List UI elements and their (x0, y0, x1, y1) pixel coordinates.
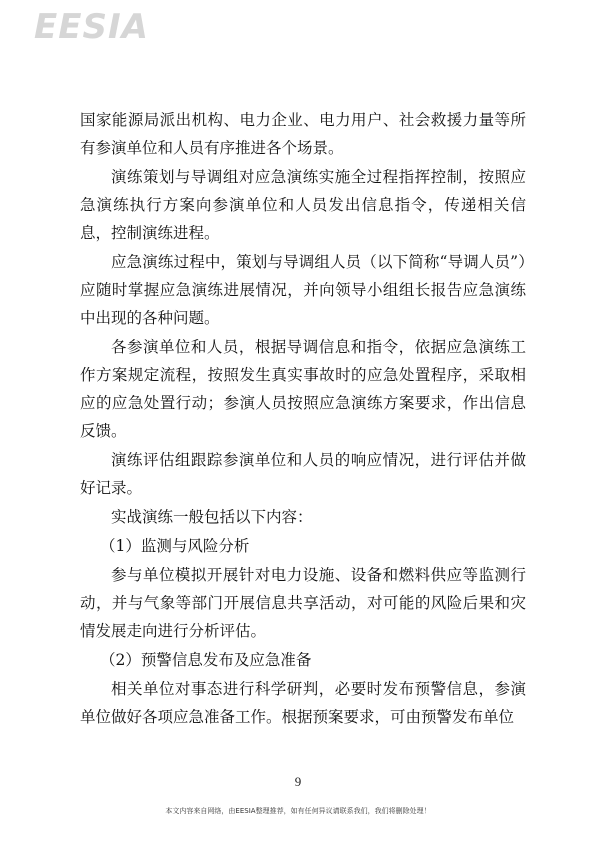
paragraph-5: 演练评估组跟踪参演单位和人员的响应情况，进行评估并做好记录。 (80, 451, 526, 497)
paragraph-3: 应急演练过程中，策划与导调组人员（以下简称“导调人员”）应随时掌握应急演练进展情况，并向领导小组组长报告应急演练中出现的各种问题。 (80, 253, 526, 327)
brand-watermark-logo: EESIA (34, 7, 149, 47)
paragraph-7: 参与单位模拟开展针对电力设施、设备和燃料供应等监测行动，并与气象等部门开展信息共享活动，对可能的风险后果和灾情发展走向进行分析评估。 (80, 566, 526, 640)
page-number: 9 (294, 774, 302, 789)
section-heading-warning: （2）预警信息发布及应急准备 (100, 651, 312, 669)
paragraph-6: 实战演练一般包括以下内容： (111, 508, 313, 526)
footer-disclaimer: 本文内容来自网络，由EESIA整理推荐，如有任何异议请联系我们，我们将删除处理！ (165, 807, 431, 815)
document-body (80, 106, 526, 732)
paragraph-4: 各参演单位和人员，根据导调信息和指令，依据应急演练工作方案规定流程，按照发生真实事故时的应急处置程序，采取相应的应急处置行动；参演人员按照应急演练方案要求，作出信息反馈。 (80, 338, 526, 440)
section-heading-monitoring: （1）监测与风险分析 (100, 537, 250, 555)
paragraph-2: 演练策划与导调组对应急演练实施全过程指挥控制，按照应急演练执行方案向参演单位和人员发出信息指令，传递相关信息，控制演练进程。 (80, 168, 526, 242)
paragraph-8: 相关单位对事态进行科学研判，必要时发布预警信息，参演单位做好各项应急准备工作。根据预案要求，可由预警发布单位 (80, 680, 526, 726)
paragraph-1: 国家能源局派出机构、电力企业、电力用户、社会救援力量等所有参演单位和人员有序推进各个场景。 (80, 111, 526, 157)
